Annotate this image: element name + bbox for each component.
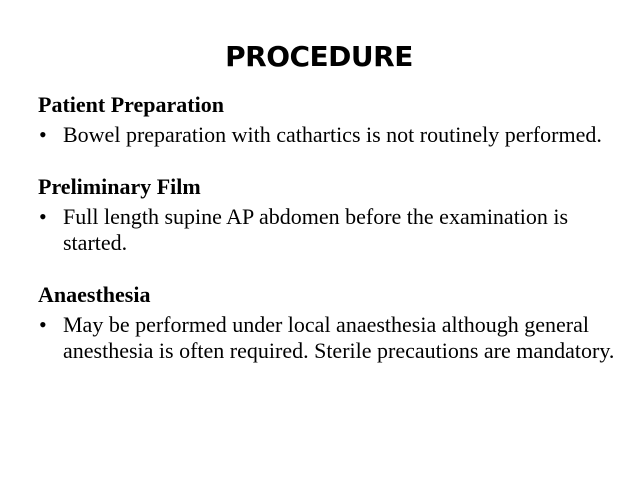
- bullet-item: [38, 122, 618, 148]
- bullet-text: May be performed under local anaesthesia although general anesthesia is often required. Sterile precautions are mandatory.: [63, 312, 615, 363]
- section-anaesthesia: [38, 282, 618, 364]
- slide-content: [38, 92, 618, 390]
- bullet-icon: •: [39, 122, 47, 147]
- bullet-item: [38, 312, 618, 364]
- section-heading: Patient Preparation: [38, 92, 224, 117]
- bullet-item: [38, 204, 618, 256]
- bullet-text: Bowel preparation with cathartics is not routinely performed.: [63, 122, 602, 147]
- section-heading: Anaesthesia: [38, 282, 151, 307]
- bullet-icon: •: [39, 312, 47, 337]
- section-patient-preparation: [38, 92, 618, 148]
- section-preliminary-film: [38, 174, 618, 256]
- bullet-icon: •: [39, 204, 47, 229]
- section-heading: Preliminary Film: [38, 174, 201, 199]
- slide-title: PROCEDURE: [225, 40, 413, 73]
- bullet-text: Full length supine AP abdomen before the examination is started.: [63, 204, 569, 255]
